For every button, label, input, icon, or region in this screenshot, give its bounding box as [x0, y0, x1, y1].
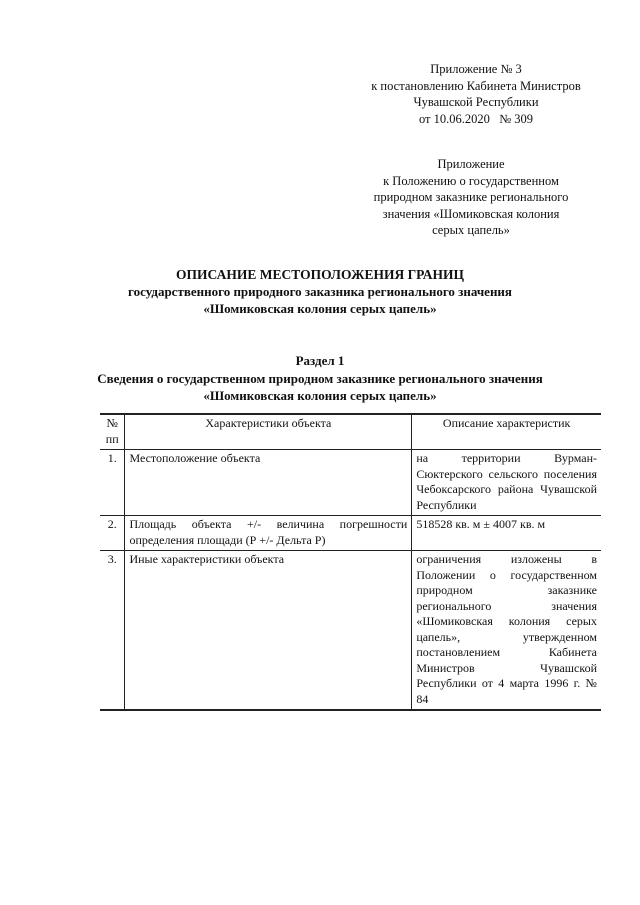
row-characteristic: Местоположение объекта — [125, 450, 412, 516]
characteristics-table — [100, 413, 601, 711]
header-characteristic: Характеристики объекта — [125, 414, 412, 450]
row-description: ограничения изложены в Положении о государственном природном заказнике регионального значения «Шомиковская колония серых цапель», утвержденном постановлением Кабинета Министров Чувашской Республики от 4 марта 1996 г. № 84 — [412, 551, 601, 711]
row-number: 2. — [100, 516, 125, 551]
row-characteristic: Площадь объекта +/- величина погрешности определения площади (Р +/- Дельта Р) — [125, 516, 412, 551]
appendix-main-block — [352, 61, 600, 127]
appendix-sub-line: значения «Шомиковская колония — [382, 206, 560, 221]
row-number: 1. — [100, 450, 125, 516]
table-row — [100, 551, 601, 711]
row-description: 518528 кв. м ± 4007 кв. м — [412, 516, 601, 551]
section-header — [60, 352, 580, 404]
title-line: государственного природного заказника регионального значения — [128, 284, 512, 299]
appendix-sub-line: природном заказнике регионального — [373, 190, 569, 204]
table-row — [100, 516, 601, 551]
section-heading: Раздел 1 — [295, 353, 345, 368]
appendix-main-line: Приложение № 3 — [430, 62, 522, 76]
title-line: ОПИСАНИЕ МЕСТОПОЛОЖЕНИЯ ГРАНИЦ — [176, 267, 464, 282]
document-title — [60, 266, 580, 317]
appendix-main-line: Чувашской Республики — [413, 95, 539, 109]
table-header-row — [100, 414, 601, 450]
row-number: 3. — [100, 551, 125, 711]
appendix-sub-line: Приложение — [437, 157, 505, 171]
header-number: № пп — [100, 414, 125, 450]
row-description: на территории Вурман-Сюктерского сельского поселения Чебоксарского района Чувашской Республики — [412, 450, 601, 516]
appendix-sub-line: серых цапель» — [432, 223, 510, 237]
appendix-main-line: от 10.06.2020 № 309 — [418, 111, 534, 126]
section-subtitle: Сведения о государственном природном заказнике регионального значения — [97, 371, 543, 386]
row-characteristic: Иные характеристики объекта — [125, 551, 412, 711]
section-subtitle: «Шомиковская колония серых цапель» — [203, 388, 437, 403]
header-description: Описание характеристик — [412, 414, 601, 450]
table-row — [100, 450, 601, 516]
appendix-main-line: к постановлению Кабинета Министров — [371, 78, 581, 93]
appendix-sub-line: к Положению о государственном — [383, 173, 559, 188]
title-line: «Шомиковская колония серых цапель» — [203, 301, 437, 316]
appendix-sub-block — [360, 156, 582, 239]
